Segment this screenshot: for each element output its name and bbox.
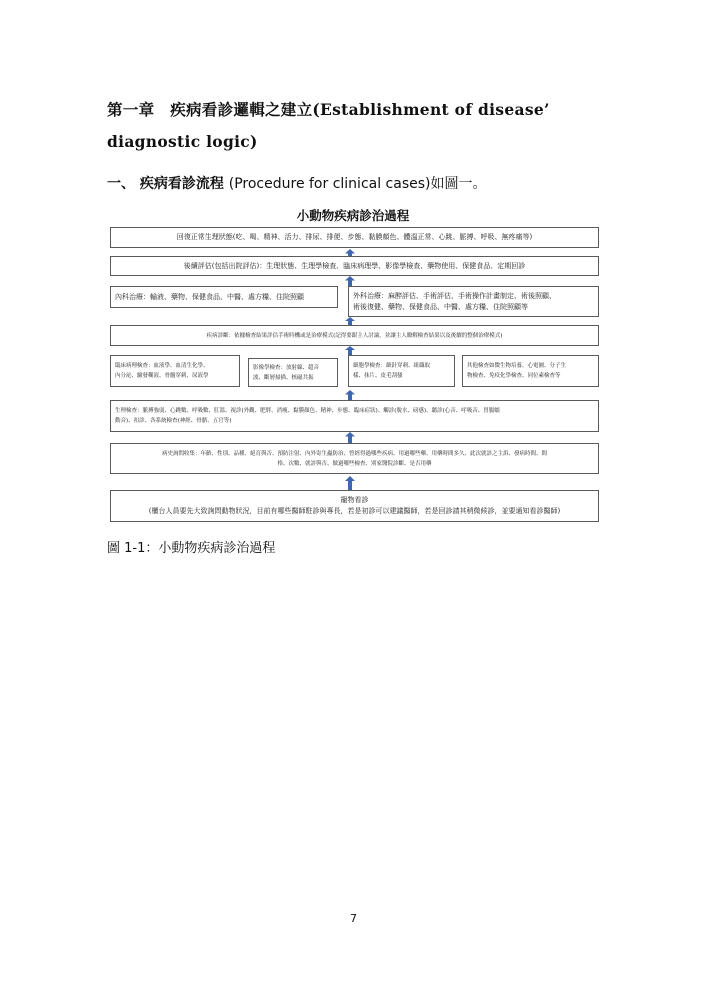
arrow-up-icon <box>345 276 355 286</box>
arrow-up-icon <box>345 346 355 355</box>
flow-box-text-line-1: 其他檢查如微生物培養、心電圖、分子生 <box>467 363 567 369</box>
flow-box-text-line-2: 動音)、扣診、各系統檢查(神經、骨骼、五官等) <box>115 418 232 424</box>
flow-box-text: 疾病診斷：依據檢查結果評估手術時機或是治療模式(記得要跟主人討論，並讓主人瞭解檢查結果以及後續的整個治療模式) <box>206 332 503 339</box>
arrow-up-icon <box>345 390 355 400</box>
flow-box-text-line-1: 外科治療：麻醉評估、手術評估、手術操作計畫制定、術後照顧、 <box>353 291 556 300</box>
page-number: 7 <box>350 912 357 925</box>
flow-box-text: 內科治療：輸液、藥物、保健食品、中醫、處方糧、住院照顧 <box>115 292 304 301</box>
flow-box-text-line-1: 細胞學檢查：細針穿刺、組織取 <box>353 363 431 369</box>
flow-box-text-line-2: 格、次數、就診與否、做過哪些檢查、別家醫院診斷、是否用藥 <box>277 460 432 467</box>
flow-box-text-line-1: 影像學檢查：放射線、超音 <box>253 364 320 371</box>
flow-box-text-line-2: 內分泌、驗發糊液、骨髓穿刺、尿液學 <box>115 373 209 379</box>
section-number: 一、 <box>107 176 135 192</box>
section-title-english: (Procedure for clinical cases)如圖一。 <box>228 176 487 192</box>
arrow-up-icon <box>345 476 355 490</box>
arrow-up-icon <box>345 249 355 256</box>
flow-box-text-line-2: 物檢查、免疫化學檢查、同位素檢查等 <box>467 373 561 379</box>
flowchart-title: 小動物疾病診治過程 <box>296 208 410 223</box>
chapter-title: 第一章 疾病看診邏輯之建立(Establishment of disease’ diagnostic logic) <box>107 100 550 151</box>
arrow-up-icon <box>345 432 355 443</box>
flow-box-text-line-2: 波、斷層掃描、核磁共振 <box>253 374 314 381</box>
section-title: 疾病看診流程 <box>139 176 224 192</box>
figure-caption: 圖 1-1：小動物疾病診治過程 <box>107 541 276 556</box>
flow-box-text-line-1: 臨床病理檢查：血液學、血清生化學、 <box>115 363 209 369</box>
arrow-up-icon <box>345 317 355 325</box>
flow-box-text-line-1: 病史詢問收集：年齡、性別、品種、絕育與否、預防注射、內外寄生蟲防治、曾經得過哪些疾病、用過哪些藥、用藥時間多久、此次就診之主訴、發病時間、間 <box>161 450 547 457</box>
flow-box-text: 回復正常生理狀態(吃、喝、精神、活力、排尿、排便、步態、黏膜顏色、體溫正常、心跳、脈搏、呼吸、無疼痛等) <box>176 233 533 241</box>
flow-box-text-line-2: 樣、抹片、皮毛刮搔 <box>353 373 403 379</box>
flow-box-text-line-1: 寵物看診 <box>340 496 369 504</box>
flow-box-text-line-2: 術後復健、藥物、保健食品、中醫、處方糧、住院照顧等 <box>353 302 528 311</box>
flow-box-text-line-2: (櫃台人員要先大致詢問動物狀況，目前有哪些醫師駐診與專長，若是初診可以建議醫師，若是回診請其稍微候診，並要通知看診醫師) <box>148 507 561 515</box>
flow-box-text: 後續評估(包括出院評估)：生理狀態、生理學檢查、臨床病理學、影像學檢查、藥物使用、保健食品、定期回診 <box>183 261 526 270</box>
flow-box-text-line-1: 生理檢查：脈搏強弱、心跳數、呼吸數、肛溫、視診(外觀、肥胖、消瘦、黏膜顏色、精神、步態、臨床症狀)、觸診(脫水、磅感)、聽診(心音、呼吸音、胃腸蠕 <box>115 408 500 414</box>
